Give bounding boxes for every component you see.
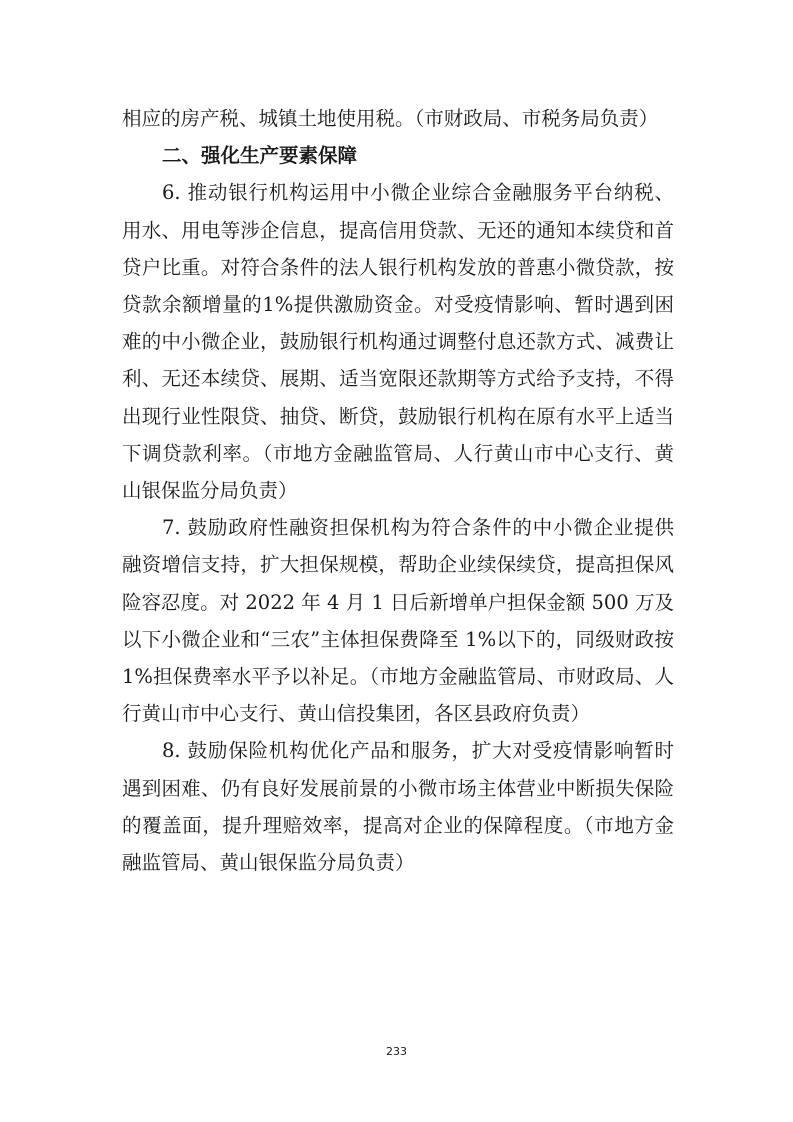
section-heading: 二、强化生产要素保障 — [162, 144, 358, 168]
paragraph-continuation: 相应的房产税、城镇土地使用税。（市财政局、市税务局负责） — [122, 107, 659, 130]
paragraph-item-8: 8. 鼓励保险机构优化产品和服务，扩大对受疫情影响暂时遇到困难、仍有良好发展前景的小微市场主体营业中断损失保险的覆盖面，提升理赔效率，提高对企业的保障程度。（市地方金融监管局、黄山银保监分局负责） — [122, 739, 674, 875]
document-body — [122, 100, 674, 881]
paragraph-item-7: 7. 鼓励政府性融资担保机构为符合条件的中小微企业提供融资增信支持，扩大担保规模，帮助企业续保续贷，提高担保风险容忍度。对 2022 年 4 月 1 日后新增单户担保金额 500 万及以下小微企业和“三农”主体担保费降至 1%以下的，同级财政按 1%担保费率水平予以补足。（市地方金融监管局、市财政局、人行黄山市中心支行、黄山信投集团，各区县政府负责） — [122, 516, 674, 726]
page-number: 233 — [386, 1045, 407, 1058]
paragraph-item-6: 6. 推动银行机构运用中小微企业综合金融服务平台纳税、用水、用电等涉企信息，提高信用贷款、无还的通知本续贷和首贷户比重。对符合条件的法人银行机构发放的普惠小微贷款，按贷款余额增量的1%提供激励资金。对受疫情影响、暂时遇到困难的中小微企业，鼓励银行机构通过调整付息还款方式、减费让利、无还本续贷、展期、适当宽限还款期等方式给予支持，不得出现行业性限贷、抽贷、断贷，鼓励银行机构在原有水平上适当下调贷款利率。（市地方金融监管局、人行黄山市中心支行、黄山银保监分局负责） — [122, 181, 674, 503]
